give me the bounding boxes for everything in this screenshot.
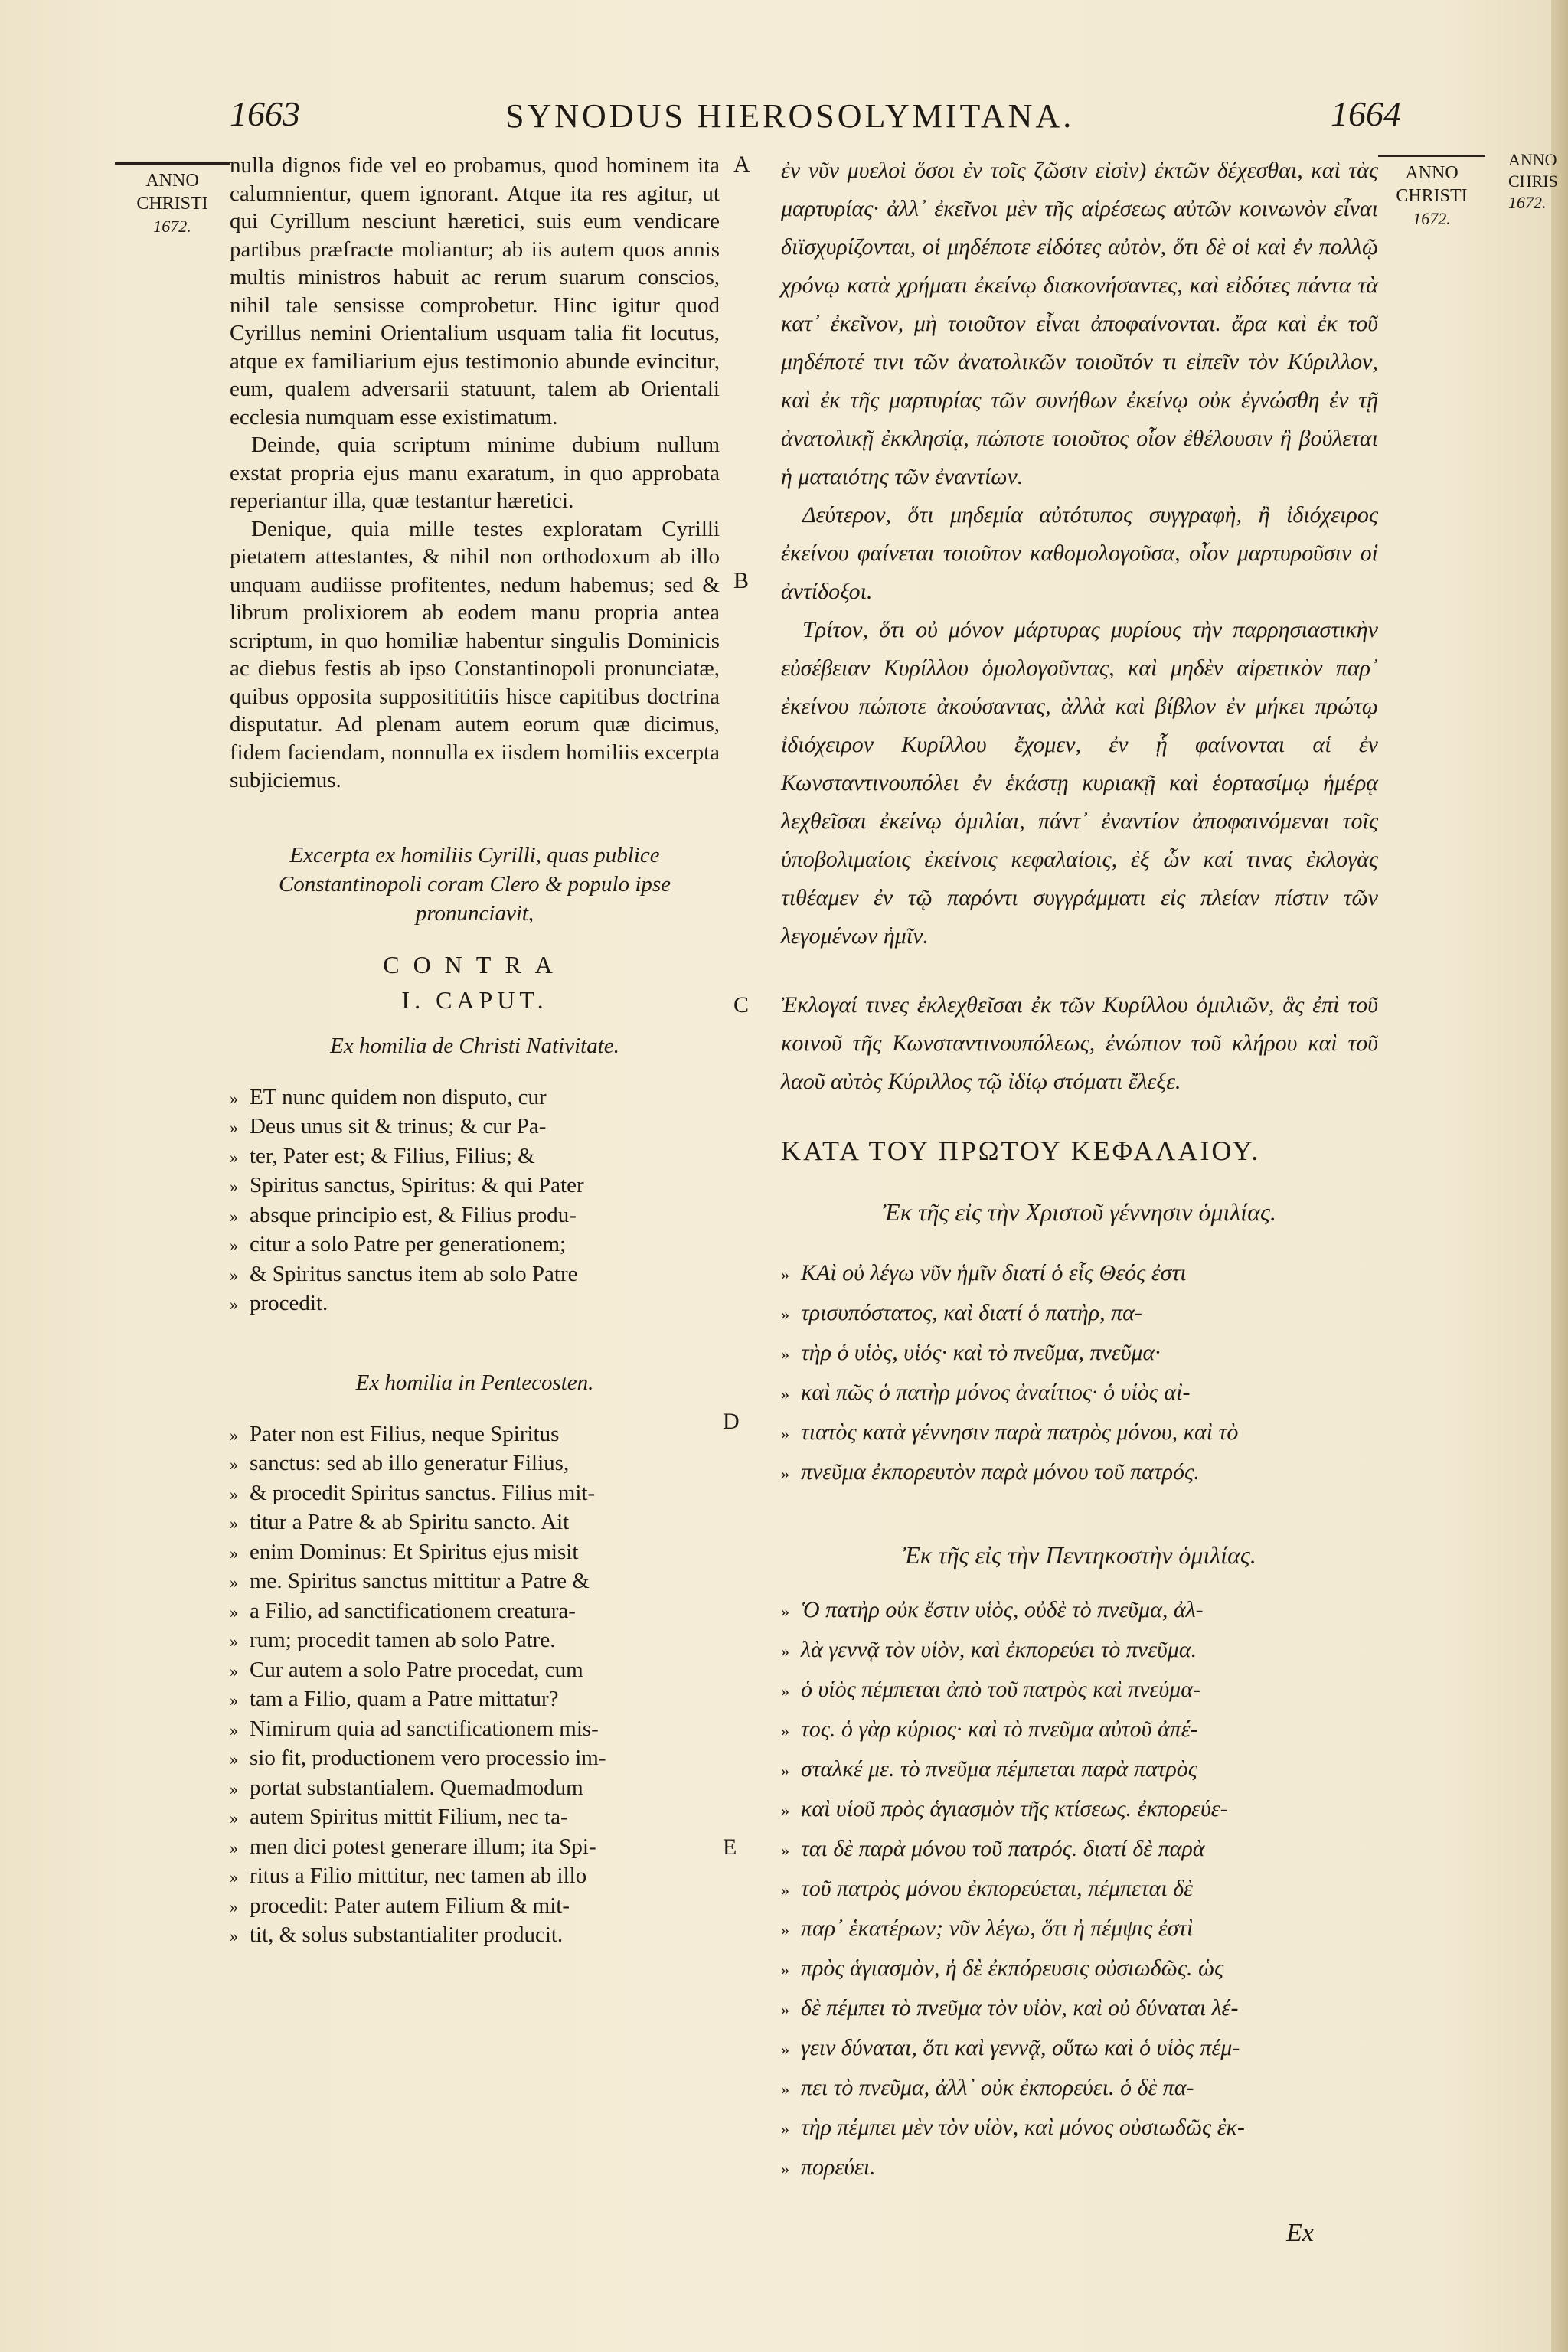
quote-line: » Spiritus sanctus, Spiritus: & qui Pater — [230, 1171, 720, 1201]
margin-year: 1672. — [1508, 193, 1547, 212]
quote-line: » πει τὸ πνεῦμα, ἀλλ᾽ οὐκ ἐκπορεύει. ὁ δὲ πα- — [781, 2069, 1378, 2109]
latin-paragraph: nulla dignos fide vel eo probamus, quod hominem ita calumnientur, quem ignorant. Atque ita res agitur, ut qui Cyrillum nesciunt hæretici, suis eum vendicare partibus præfracte moliantur; ab iis autem quos annis multis ministros habuit ac rerum suarum conscios, nihil tale sensisse comprobetur. Hinc igitur quod Cyrillus nemini Orientalium usquam talia fit locutus, atque ex familiarium ejus testimonio abunde evincitur, eum, qualem adversarii statuunt, talem ab Orientali ecclesia numquam esse existimatum. — [230, 153, 720, 430]
kata-heading: ΚΑΤΑ ΤΟΥ ΠΡΩΤΟΥ ΚΕΦΑΛΑΙΟΥ. — [781, 1135, 1261, 1166]
margin-anno: ANNO — [1405, 163, 1459, 183]
right-page-number: 1664 — [1331, 94, 1401, 133]
quote-line: » ὁ υἱὸς πέμπεται ἀπὸ τοῦ πατρὸς καὶ πνεύμα- — [781, 1671, 1378, 1710]
caput-heading: I. CAPUT. — [401, 986, 548, 1014]
quote-line: » τὴρ πέμπει μὲν τὸν υἱὸν, καὶ μόνος οὐσιωδῶς ἐκ- — [781, 2109, 1378, 2148]
section-letter-c: C — [733, 992, 750, 1018]
quote-line: » λὰ γεννᾷ τὸν υἱὸν, καὶ ἐκπορεύει τὸ πνεῦμα. — [781, 1631, 1378, 1671]
margin-year: 1672. — [153, 217, 191, 236]
quote-line: » πρὸς ἁγιασμὸν, ἡ δὲ ἐκπόρευσις οὐσιωδῶς. ὡς — [781, 1949, 1378, 1989]
homily-title-greek: Ἐκ τῆς εἰς τὴν Πεντηκοστὴν ὁμιλίας. — [903, 1541, 1256, 1569]
quote-line: » Nimirum quia ad sanctificationem mis- — [230, 1715, 720, 1745]
margin-christi: CHRIS — [1508, 172, 1558, 191]
quote-line: » autem Spiritus mittit Filium, nec ta- — [230, 1803, 720, 1833]
running-title: SYNODUS HIEROSOLYMITANA. — [505, 97, 1075, 135]
quote-line: » absque principio est, & Filius produ- — [230, 1201, 720, 1231]
quote-line: » ται δὲ παρὰ μόνου τοῦ πατρός. διατί δὲ παρὰ — [781, 1830, 1378, 1870]
quote-line: » me. Spiritus sanctus mittitur a Patre & — [230, 1567, 720, 1597]
section-letter-e: E — [723, 1834, 737, 1860]
quote-line: » πορεύει. — [781, 2148, 1378, 2188]
quote-line: » τοῦ πατρὸς μόνου ἐκπορεύεται, πέμπεται δὲ — [781, 1870, 1378, 1909]
quote-line: » citur a solo Patre per generationem; — [230, 1230, 720, 1260]
latin-paragraph: Denique, quia mille testes exploratam Cyrilli pietatem attestantes, & nihil non orthodoxum ab illo unquam audiisse profitentes, nedum habemus; sed & librum prolixiorem ab eodem manu propria antea scriptum, in quo homiliæ habentur singulis Dominicis ac diebus festis ab ipso Constantinopoli pronunciatæ, quibus opposita suppositititiis hisce capitibus doctrina disputatur. Ad plenam autem eorum quæ dicimus, fidem faciendam, nonnulla ex iisdem homiliis excerpta subjiciemus. — [230, 516, 720, 792]
homily-text-greek — [781, 1591, 1378, 2188]
homily-title: Ex homilia in Pentecosten. — [355, 1370, 594, 1395]
catchword: Ex — [1286, 2219, 1314, 2247]
quote-line: » Pater non est Filius, neque Spiritus — [230, 1420, 720, 1450]
margin-note-left — [115, 162, 230, 238]
quote-line: » καὶ πῶς ὁ πατὴρ μόνος ἀναίτιος· ὁ υἱὸς αἰ- — [781, 1374, 1378, 1413]
margin-year: 1672. — [1413, 209, 1451, 228]
quote-line: » πνεῦμα ἐκπορευτὸν παρὰ μόνου τοῦ πατρός. — [781, 1453, 1378, 1493]
quote-line: » sio fit, productionem vero processio im- — [230, 1744, 720, 1774]
homily-text — [230, 1083, 720, 1319]
homily-title-greek: Ἐκ τῆς εἰς τὴν Χριστοῦ γέννησιν ὁμιλίας. — [883, 1198, 1276, 1226]
quote-line: » tit, & solus substantialiter producit. — [230, 1921, 720, 1951]
quote-line: » ΚΑὶ οὐ λέγω νῦν ἡμῖν διατί ὁ εἷς Θεός ἐστι — [781, 1254, 1378, 1294]
quote-line: » τρισυπόστατος, καὶ διατί ὁ πατὴρ, πα- — [781, 1294, 1378, 1334]
quote-line: » τιατὸς κατὰ γέννησιν παρὰ πατρὸς μόνου, καὶ τὸ — [781, 1413, 1378, 1453]
quote-line: » procedit: Pater autem Filium & mit- — [230, 1892, 720, 1922]
greek-column — [781, 152, 1378, 2188]
quote-line: » sanctus: sed ab illo generatur Filius, — [230, 1449, 720, 1479]
latin-paragraph: Deinde, quia scriptum minime dubium nullum exstat propria ejus manu exaratum, in quo approbata reperiantur illa, quæ testantur hæretici. — [230, 433, 720, 513]
quote-line: » enim Dominus: Et Spiritus ejus misit — [230, 1538, 720, 1568]
eklogai-heading: Ἐκλογαί τινες ἐκλεχθεῖσαι ἐκ τῶν Κυρίλλου ὁμιλιῶν, ἃς ἐπὶ τοῦ κοινοῦ τῆς Κωνσταντινουπόλεως, ἐνώπιον τοῦ κλήρου καὶ τοῦ λαοῦ αὐτὸς Κύριλλος τῷ ἰδίῳ στόματι ἔλεξε. — [781, 992, 1378, 1094]
homily-text-greek — [781, 1254, 1378, 1493]
quote-line: » τὴρ ὁ υἱὸς, υἱός· καὶ τὸ πνεῦμα, πνεῦμα· — [781, 1334, 1378, 1374]
quote-line: » καὶ υἱοῦ πρὸς ἁγιασμὸν τῆς κτίσεως. ἐκπορεύε- — [781, 1790, 1378, 1830]
section-letter-d: D — [723, 1409, 740, 1434]
running-header — [230, 93, 1401, 139]
quote-line: » men dici potest generare illum; ita Spi- — [230, 1833, 720, 1863]
quote-line: » tam a Filio, quam a Patre mittatur? — [230, 1685, 720, 1715]
quote-line: » τος. ὁ γὰρ κύριος· καὶ τὸ πνεῦμα αὐτοῦ ἀπέ- — [781, 1710, 1378, 1750]
margin-christi: CHRISTI — [1396, 186, 1468, 206]
quote-line: » Cur autem a solo Patre procedat, cum — [230, 1656, 720, 1686]
section-letter-b: B — [733, 568, 750, 593]
quote-line: » δὲ πέμπει τὸ πνεῦμα τὸν υἱὸν, καὶ οὐ δύναται λέ- — [781, 1989, 1378, 2029]
section-letter-a: A — [733, 152, 750, 177]
quote-line: » & procedit Spiritus sanctus. Filius mit- — [230, 1479, 720, 1509]
margin-anno: ANNO — [145, 171, 199, 191]
margin-note-next-page — [1508, 149, 1568, 214]
greek-paragraph: ἐν νῦν μυελοὶ ὅσοι ἐν τοῖς ζῶσιν εἰσὶν) ἐκτῶν δέχεσθαι, καὶ τὰς μαρτυρίας· ἀλλ᾽ ἐκεῖνοι μὲν τῆς αἱρέσεως αὐτῶν κοινωνὸν εἶναι διϊσχυρίζονται, οἱ μηδέποτε εἰδότες αὐτὸν, ὅτι δὲ οἱ καὶ ἐν πολλῷ χρόνῳ κατὰ χρήματι ἐκείνῳ διακονήσαντες, καὶ εἰδότες πάντα τὰ κατ᾽ ἐκεῖνον, μὴ τοιοῦτον εἶναι ἀποφαίνονται. ἄρα καὶ ἐκ τοῦ μηδέποτέ τινι τῶν ἀνατολικῶν τοιοῦτόν τι εἰπεῖν τὸν Κύριλλον, καὶ ἐκ τῆς μαρτυρίας τῶν συνήθων ἐκείνῳ οὐκ ἐγνώσθη ἐν τῇ ἀνατολικῇ ἐκκλησίᾳ, πώποτε τοιοῦτος οἷον ἐθέλουσιν ἢ βούλεται ἡ ματαιότης τῶν ἐναντίων. — [781, 158, 1378, 489]
margin-anno: ANNO — [1508, 150, 1557, 169]
contra-heading: CONTRA — [383, 950, 567, 978]
quote-line: » παρ᾽ ἑκατέρων; νῦν λέγω, ὅτι ἡ πέμψις ἐστὶ — [781, 1909, 1378, 1949]
quote-line: » & Spiritus sanctus item ab solo Patre — [230, 1260, 720, 1290]
homily-text — [230, 1420, 720, 1951]
quote-line: » titur a Patre & ab Spiritu sancto. Ait — [230, 1508, 720, 1538]
greek-paragraph: Δεύτερον, ὅτι μηδεμία αὐτότυπος συγγραφὴ, ἢ ἰδιόχειρος ἐκείνου φαίνεται τοιοῦτον καθομολογοῦσα, οἷον μαρτυροῦσιν οἱ ἀντίδοξοι. — [781, 502, 1378, 604]
margin-christi: CHRISTI — [136, 194, 208, 214]
quote-line: » procedit. — [230, 1289, 720, 1319]
left-page-number: 1663 — [230, 94, 300, 133]
next-page-edge — [1551, 0, 1568, 2352]
greek-paragraph: Τρίτον, ὅτι οὐ μόνον μάρτυρας μυρίους τὴν παρρησιαστικὴν εὐσέβειαν Κυρίλλου ὁμολογοῦντας, καὶ μηδὲν αἱρετικὸν παρ᾽ ἐκείνου πώποτε ἀκούσαντας, ἀλλὰ καὶ βίβλον ἐν μήκει πρώτῳ ἰδιόχειρον Κυρίλλου ἔχομεν, ἐν ᾗ φαίνονται αἱ ἐν Κωνσταντινουπόλει ἐν ἑκάστῃ κυριακῇ καὶ ἑορτασίμῳ ἡμέρᾳ λεχθεῖσαι ἐκείνῳ ὁμιλίαι, πάντ᾽ ἐναντίον ἀποφαινόμεναι τοῖς ὑποβολιμαίοις ἐκείνοις κεφαλαίοις, ἐξ ὧν καί τινας ἐκλογὰς τιθέαμεν ἐν τῷ παρόντι συγγράμματι εἰς πλείαν πίστιν τῶν λεγομένων ἡμῖν. — [781, 617, 1378, 949]
quote-line: » rum; procedit tamen ab solo Patre. — [230, 1626, 720, 1656]
quote-line: » ritus a Filio mittitur, nec tamen ab illo — [230, 1862, 720, 1892]
quote-line: » γειν δύναται, ὅτι καὶ γεννᾷ, οὕτω καὶ ὁ υἱὸς πέμ- — [781, 2029, 1378, 2069]
quote-line: » ter, Pater est; & Filius, Filius; & — [230, 1142, 720, 1172]
quote-line: » Deus unus sit & trinus; & cur Pa- — [230, 1112, 720, 1142]
quote-line: » ET nunc quidem non disputo, cur — [230, 1083, 720, 1113]
excerpta-heading: Excerpta ex homiliis Cyrilli, quas publice Constantinopoli coram Clero & populo ipse pronunciavit, — [278, 842, 671, 926]
quote-line: » portat substantialem. Quemadmodum — [230, 1774, 720, 1804]
quote-line: » Ὁ πατὴρ οὐκ ἔστιν υἱὸς, οὐδὲ τὸ πνεῦμα, ἀλ- — [781, 1591, 1378, 1631]
homily-title: Ex homilia de Christi Nativitate. — [330, 1033, 619, 1058]
margin-note-right — [1378, 155, 1485, 230]
latin-column — [230, 152, 720, 1951]
quote-line: » σταλκέ με. τὸ πνεῦμα πέμπεται παρὰ πατρὸς — [781, 1750, 1378, 1790]
quote-line: » a Filio, ad sanctificationem creatura- — [230, 1597, 720, 1627]
